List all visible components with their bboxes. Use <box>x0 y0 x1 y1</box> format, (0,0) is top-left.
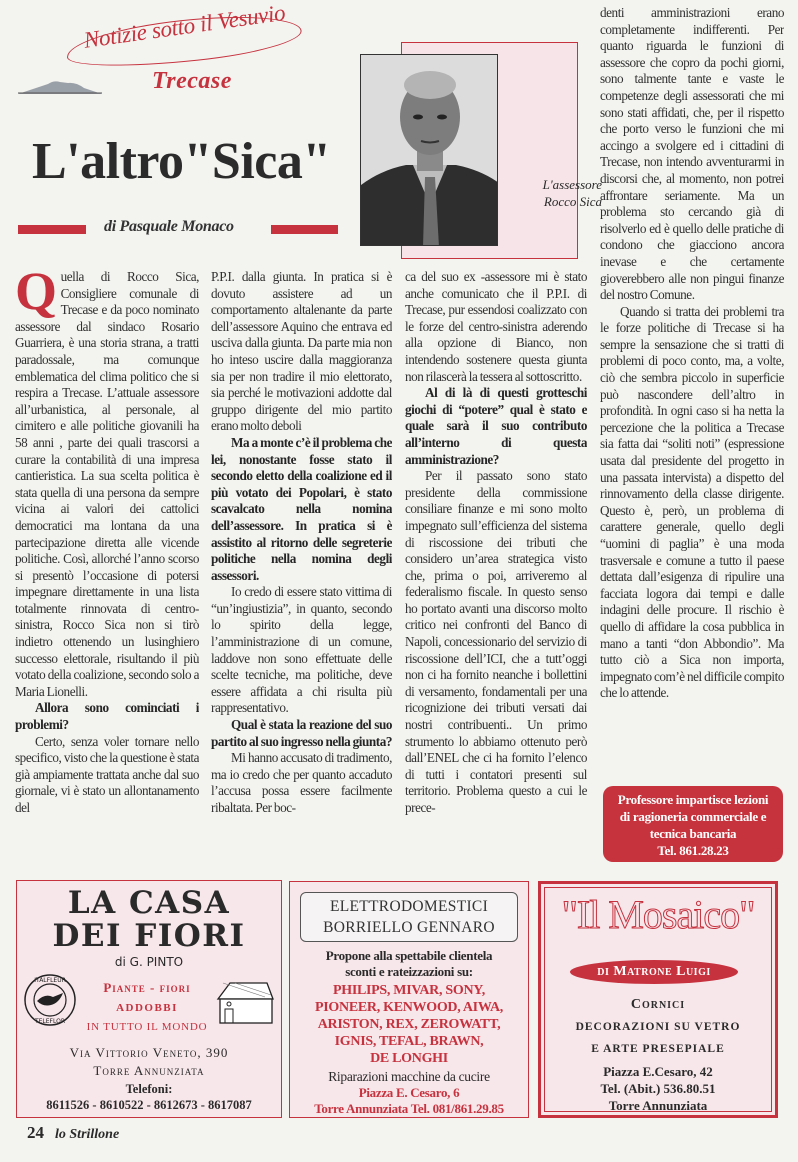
interview-question: Ma a monte c’è il problema che lei, nonostante fosse stato il secondo eletto della coalizione ed il più votato dei Popolari, è stato scavalcato nella nomina dell’assessore. In pratica si è assistito al ritorno delle segreterie politiche nella nomina degli assessori. <box>211 434 392 583</box>
ad-mosaico-city: Torre Annunziata <box>608 1098 708 1113</box>
section-title: Trecase <box>152 68 232 94</box>
article-paragraph: Certo, senza voler tornare nello specifico, visto che la questione è stata già ampiamente trattata anche dal suo giornale, vi è stato un allontanamento del <box>15 733 199 815</box>
classified-ad <box>603 786 783 862</box>
ad-mosaico-owner: di Matrone Luigi <box>570 960 738 984</box>
caption-line-1: L'assessore <box>542 177 602 192</box>
ad-fiori-name-1: LA CASA <box>67 885 231 921</box>
kicker-text: Notizie sotto il Vesuvio <box>82 0 287 53</box>
badge-bottom-text: TELEFLOR <box>34 1018 66 1025</box>
brand-line: IGNIS, TEFAL, BRAWN, <box>334 1034 484 1049</box>
ad-elettro-title-2: BORRIELLO GENNARO <box>323 919 495 936</box>
article-paragraph <box>15 269 199 700</box>
classified-line-3: tecnica bancaria <box>649 826 737 841</box>
vesuvius-icon <box>18 76 102 94</box>
ad-elettrodomestici <box>289 881 529 1118</box>
article-paragraph: Mi hanno accusato di tradimento, ma io credo che per quanto accaduto l’accusa possa essere facilmente ribaltata. Per boc- <box>211 750 392 815</box>
ad-elettro-repairs: Riparazioni macchine da cucire <box>328 1069 490 1084</box>
article-column-3 <box>405 269 587 864</box>
portrait-image-icon <box>361 55 498 246</box>
byline-rule-left <box>18 225 86 234</box>
drop-cap: Q <box>15 269 57 321</box>
portrait-photo <box>360 54 498 246</box>
article-paragraph: P.P.I. dalla giunta. In pratica si è dovuto assistere ad un comportamento altalenante da parte dell’assessore Aquino che entrava ed usciva dalla giunta. Da parte mia non ho inteso uscire dalla maggioranza sia per non tradire il mio elettorato, sia perché le motivazioni addotte dal gruppo dirigente del mio partito erano molto deboli <box>211 269 392 434</box>
article-column-2 <box>211 269 392 864</box>
article-paragraph: Quando si tratta dei problemi tra le forze politiche di Trecase si ha sempre la sensazione che si tratti di problemi di poco conto, ma, a volte, ciò che sembra piccolo in superficie può nascondere dell’altro in profondità. In ogni caso si ha netta la percezione che la politica a Trecase sia fatta dai “soliti noti” (espressione usata dal presidente del progetto in una passata intervista) a dispetto del rinnovamento della classe dirigente. Questo è, però, un problema di carattere generale, quello degli “uomini di paglia” è una moda trasversale e comune a tutto il paese dettata dall’esigenza di ripulire una facciata logora dai tempi e dalle indagini delle procure. Il rischio è quello di affidare la cosa pubblica in mano a tanti “don Abbondio”. Ma tutto ciò a Sica non importa, impegnato com’è nel difficile compito che lo attende. <box>600 303 784 701</box>
paragraph-text: uella di Rocco Sica, Consigliere comunale di Trecase e da poco nominato assessore dal sindaco Rosario Guarriera, è una storia strana, a tratti paradossale, ma comunque emblematica del clima politico che si respira a Trecase. L’attuale assessore all’urbanistica, al personale, al cimitero e alle politiche giovanili ha 58 anni , parte dei quali trascorsi a curare la contabilità di una impresa cantieristica. La sua scelta politica è stata quella di una persona da sempre vicina ai valori dei cattolici democratici ma lontana da una partecipazione diretta alle vicende politiche. Così, allorché l’anno scorso si presentò l’occasione di potersi impegnare direttamente in una lista totalmente rinnovata di centro-sinistra, Rocco Sica non si tirò indietro ottenendo un lusinghiero successo elettorale, risultando il più votato della coalizione, secondo solo a Maria Lionelli. <box>15 269 199 699</box>
brand-line: PHILIPS, MIVAR, SONY, <box>332 983 485 998</box>
ad-mosaico-logo: "Il Mosaico" <box>561 892 755 937</box>
classified-line-2: di ragioneria commerciale e <box>619 809 767 824</box>
brand-line: ARISTON, REX, ZEROWATT, <box>317 1017 501 1032</box>
ad-mosaico-line-2: DECORAZIONI SU VETRO <box>575 1021 741 1033</box>
brand-line: DE LONGHI <box>370 1051 448 1066</box>
ad-mosaico-phone: Tel. (Abit.) 536.80.51 <box>600 1081 716 1096</box>
ad-elettro-city-phone: Torre Annunziata Tel. 081/861.29.85 <box>314 1101 504 1116</box>
ad-mosaico-line-3: E ARTE PRESEPIALE <box>591 1043 725 1055</box>
ad-elettro-intro-2: sconti e rateizzazioni su: <box>345 964 473 979</box>
ad-fiori-phones: 8611526 - 8610522 - 8612673 - 8617087 <box>46 1098 252 1112</box>
article-paragraph: ca del suo ex -assessore mi è stato anche comunicato che il P.P.I. di Trecase, pur essendosi coalizzato con le forze del centro-sinistra aderendo alla opzione di Bianco, non intendendo sostenere questa giunta non rilascerà la tessera al sottoscritto. <box>405 269 587 384</box>
ad-fiori-phones-label: Telefoni: <box>125 1082 173 1096</box>
byline-rule-right <box>271 225 338 234</box>
ad-fiori-services-1: Piante - fiori <box>103 980 191 995</box>
article-paragraph: denti amministrazioni erano completamente indifferenti. Per quanto riguarda le funzioni di assessore che copro da pochi giorni, sono talmente tante e vaste le competenze degli assessorati che mi sono stati affidati, che, per il rispetto che porto verso le funzioni che mi accingo a svolgere ed i cittadini di Trecase, non intendo avventurarmi in discorsi che, al momento, non potrei affrontare seriamente. Ma un problema sto cercando già di risolverlo ed è quello delle pratiche di condono che giacciono ancora inevase e che certamente gioverebbero alle non pingui finanze del nostro Comune. <box>600 5 784 303</box>
interview-question: Qual è stata la reazione del suo partito al suo ingresso nella giunta? <box>211 717 392 749</box>
ad-fiori-services-2: ADDOBBI <box>116 1002 178 1014</box>
ad-fiori-address: Via Vittorio Veneto, 390 <box>69 1045 229 1060</box>
ad-fiori-name-2: DEI FIORI <box>52 918 246 954</box>
classified-phone: Tel. 861.28.23 <box>657 843 729 858</box>
article-paragraph: Io credo di essere stato vittima di “un’ingiustizia”, in quanto, secondo lo spirito della legge, l’amministrazione di un comune, laddove non sono effettuate delle scelte tecniche, ma politiche, deve essere affidata a chi risulta più rappresentativo. <box>211 584 392 716</box>
ad-elettro-intro-1: Propone alla spettabile clientela <box>325 948 493 963</box>
caption-line-2: Rocco Sica <box>543 194 602 209</box>
ad-fiori-services-3: IN TUTTO IL MONDO <box>86 1021 208 1033</box>
teleflor-badge-icon <box>23 973 77 1027</box>
article-column-4 <box>600 5 784 779</box>
ad-elettro-title <box>300 892 518 942</box>
ad-il-mosaico <box>538 881 778 1118</box>
ad-fiori-owner: di G. PINTO <box>114 955 184 969</box>
badge-top-text: ITALFLEUR <box>34 977 66 984</box>
ad-elettro-brands <box>290 982 528 1067</box>
interview-question: Al di là di questi grotteschi giochi di “potere” qual è stato e quale sarà il suo contributo all’interno di questa amministrazione? <box>405 385 587 467</box>
ad-mosaico-address: Piazza E.Cesaro, 42 <box>603 1064 713 1079</box>
magazine-name: lo Strillone <box>55 1127 120 1142</box>
article-column-1 <box>15 269 199 864</box>
ad-elettro-title-1: ELETTRODOMESTICI <box>329 898 489 915</box>
ad-casa-dei-fiori <box>16 880 282 1118</box>
byline: di Pasquale Monaco <box>104 218 234 235</box>
ad-mosaico-line-1: Cornici <box>630 997 686 1012</box>
headline: L'altro"Sica" <box>32 133 331 190</box>
article-paragraph: Per il passato sono stato presidente della commissione consiliare finanze e mi sono molto impegnato sull’efficienza del sistema di riscossione dei tributi che considero un’area strategica visto che, prima o poi, arriveremo al federalismo fiscale. In questo senso ho portato avanti una discorso molto critico nei confronti del Banco di Napoli, concessionario del servizio di riscossione dell’ICI, che a tutt’oggi non ci ha fornito neanche i bollettini di versamento, fondamentali per una ricognizione dei tributi versati dai nostri contribuenti.. Un primo strumento lo abbiamo ottenuto però dall’ENEL che ci ha fornito l’elenco di tutti i contatori presenti sul territorio. Problema questo a cui le prece- <box>405 468 587 815</box>
page-number: 24 <box>27 1123 44 1142</box>
interview-question: Allora sono cominciati i problemi? <box>15 700 199 733</box>
ad-fiori-city: Torre Annunziata <box>93 1063 205 1078</box>
photo-caption <box>504 176 602 210</box>
classified-line-1: Professore impartisce lezioni <box>617 792 769 807</box>
house-icon <box>215 977 275 1027</box>
brand-line: PIONEER, KENWOOD, AIWA, <box>315 1000 503 1015</box>
ad-elettro-address: Piazza E. Cesaro, 6 <box>358 1085 460 1100</box>
